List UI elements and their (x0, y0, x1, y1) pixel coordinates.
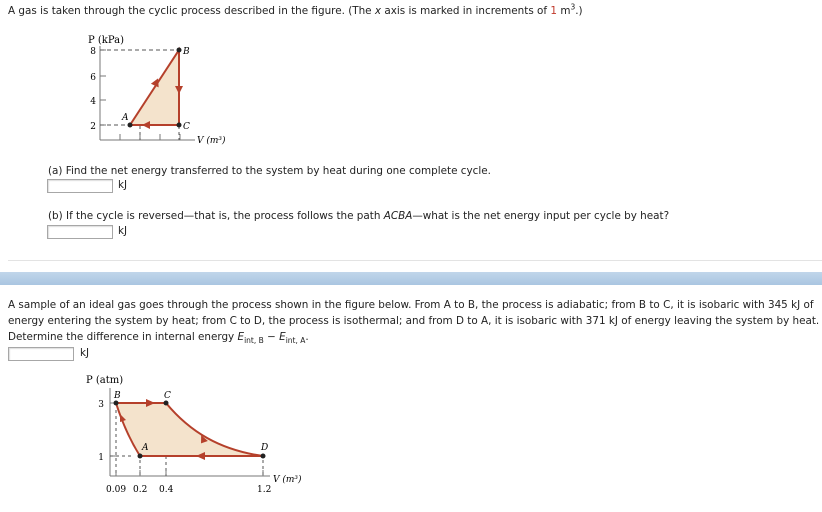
p2-x-tick-0-2: 0.2 (133, 485, 148, 495)
part-a-question: (a) Find the net energy transferred to the system by heat during one complete cycle. (48, 165, 491, 177)
section-rule (8, 260, 822, 261)
p2-label-d: D (261, 443, 269, 453)
p1-y-tick-2: 2 (90, 122, 96, 132)
p2-x-tick-0-4: 0.4 (159, 485, 174, 495)
problem2-unit: kJ (80, 347, 90, 359)
p1-label-a: A (122, 113, 129, 123)
p2-point-c (164, 401, 169, 406)
problem2-pv-figure (80, 370, 330, 500)
part-b-unit: kJ (118, 225, 128, 237)
p2-cycle-area (116, 403, 263, 456)
p2-y-tick-3: 3 (98, 400, 104, 410)
p2-label-b: B (114, 391, 121, 401)
p2-y-tick-1: 1 (98, 453, 104, 463)
p2-x-tick-1-2: 1.2 (257, 485, 272, 495)
p1-label-c: C (183, 122, 190, 132)
p1-x-axis-label: V (m³) (197, 136, 226, 146)
p2-point-d (261, 454, 266, 459)
p2-label-a: A (142, 443, 149, 453)
problem2-line3: Determine the difference in internal energy $E_{int, B} - E_{int, A}$. (8, 331, 309, 346)
p1-point-b (177, 48, 182, 53)
p1-y-tick-8: 8 (90, 47, 96, 57)
p1-y-tick-4: 4 (90, 97, 96, 107)
problem2-line2: energy entering the system by heat; from C to D, the process is isothermal; and from D to A, it is isobaric with 371 kJ of energy leaving the system by heat. (8, 315, 820, 327)
p2-y-axis-label: P (atm) (86, 375, 124, 386)
p1-y-tick-6: 6 (90, 73, 96, 83)
part-a-unit: kJ (118, 179, 128, 191)
problem2-answer-input[interactable] (8, 347, 74, 361)
problem1-pv-figure (80, 30, 240, 158)
p2-x-tick-0-09: 0.09 (106, 485, 127, 495)
part-a-answer-input[interactable] (47, 179, 113, 193)
p1-label-b: B (183, 47, 190, 57)
part-b-question: (b) If the cycle is reversed—that is, the process follows the path ACBA—what is the net energy input per cycle by heat? (48, 210, 670, 222)
problem1-intro: A gas is taken through the cyclic process described in the figure. (The x axis is marked in increments of 1 $m^3$.) (8, 2, 583, 17)
part-b-answer-input[interactable] (47, 225, 113, 239)
p2-x-axis-label: V (m³) (273, 475, 302, 485)
p1-point-a (128, 123, 133, 128)
p2-point-b (114, 401, 119, 406)
problem-divider (0, 272, 822, 285)
p1-y-axis-label: P (kPa) (88, 35, 125, 46)
problem2-line1: A sample of an ideal gas goes through the process shown in the figure below. From A to B, the process is adiabatic; from B to C, it is isobaric with 345 kJ of (8, 299, 814, 311)
p2-label-c: C (164, 391, 171, 401)
p2-point-a (138, 454, 143, 459)
p1-point-c (177, 123, 182, 128)
